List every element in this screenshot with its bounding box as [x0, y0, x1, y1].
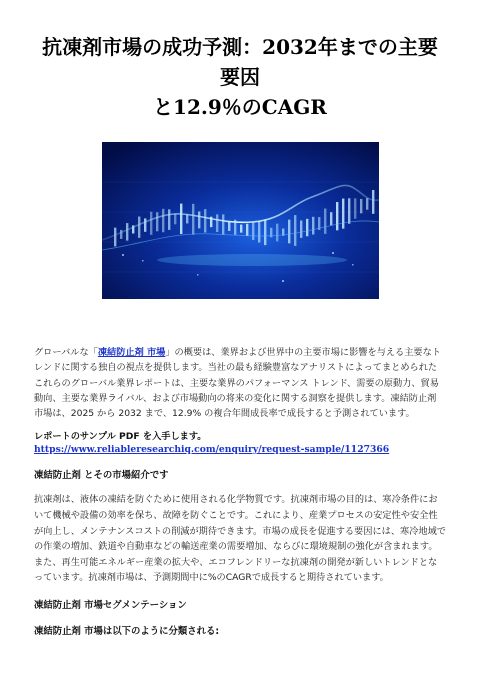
candle-bar: [258, 221, 260, 243]
candle-bar: [174, 214, 176, 225]
candle-bar: [144, 218, 146, 231]
candle-bar: [264, 219, 266, 245]
candle-bar: [162, 209, 164, 232]
candle-bar: [138, 217, 140, 238]
candle-bar: [222, 214, 224, 234]
intro-paragraph: グローバルな「凍結防止剤 市場」の概要は、業界および世界中の主要市場に影響を与える主要なトレンドに関する独自の視点を提供します。当社の最も経験豊富なアナリストによってまとめられたこれらのグローバル業界レポートは、主要な業界のパフォーマンス トレンド、需要の原動力、貿易動向、主要な業界ライバル、および市場動向の将来の変化に関する洞察を提供します。凍結防止剤 市場は、2025 から 2032 まで、12.9% の複合年間成長率で成長すると予測されています。: [34, 347, 441, 420]
candle-bar: [168, 209, 170, 230]
candle-bar: [288, 220, 290, 244]
candle-bar: [198, 211, 200, 228]
candle-bar: [240, 225, 242, 233]
page-title: [34, 0, 446, 122]
candle-bar: [252, 222, 254, 240]
stock-chart-illustration: [102, 142, 379, 299]
candle-bar: [366, 198, 368, 210]
sample-request: [34, 431, 446, 456]
candle-bar: [294, 215, 296, 246]
candle-bar: [180, 204, 182, 234]
candle-bar: [306, 219, 308, 236]
candle-bar: [276, 224, 278, 242]
candle-bar: [156, 212, 158, 231]
candle-bar: [186, 214, 188, 223]
market-link[interactable]: 凍結防止剤 市場: [97, 347, 166, 358]
section-heading-intro: 凍結防止剤 とその市場紹介です: [34, 470, 169, 482]
candle-bar: [300, 220, 302, 237]
sample-label: レポートのサンプル PDF を入手します。: [34, 431, 207, 443]
candle-bar: [216, 214, 218, 232]
sample-url-link[interactable]: https://www.reliableresearchiq.com/enquiry/request-sample/1127366: [34, 443, 390, 455]
candle-bar: [372, 190, 374, 214]
candle-bar: [192, 204, 194, 235]
candle-bar: [342, 199, 344, 229]
candle-bar: [348, 198, 350, 223]
candle-bar: [150, 212, 152, 235]
candle-bar: [354, 198, 356, 218]
candle-bar: [330, 212, 332, 225]
candle-bar: [246, 224, 248, 236]
candle-bar: [336, 202, 338, 230]
candle-bar: [126, 223, 128, 241]
candle-bar: [204, 209, 206, 232]
title-line-1: 抗凍剤市場の成功予測：2032年までの主要要因: [42, 35, 438, 89]
candle-bar: [114, 228, 116, 247]
section-body-intro: 抗凍剤は、液体の凍結を防ぐために使用される化学物質です。抗凍剤市場の目的は、寒冷条件において機械や設備の効率を保ち、故障を防ぐことです。これにより、産業プロセスの安定性や安全性が向上し、メンテナンスコストの削減が期待できます。市場の成長を促進する要因には、寒冷地域での作業の増加、鉄道や自動車などの輸送産業の需要増加、ならびに環境規制の強化が含まれます。また、再生可能エネルギー産業の拡大や、エコフレンドリーな抗凍剤の開発が新しいトレンドとなっています。抗凍剤市場は、予測期間中に%のCAGRで成長すると期待されています。: [34, 494, 446, 584]
candle-bar: [324, 209, 326, 234]
section-heading-classification: 凍結防止剤 市場は以下のように分類される:: [34, 626, 220, 638]
section-heading-segmentation: 凍結防止剤 市場セグメンテーション: [34, 600, 187, 612]
candle-bar: [312, 217, 314, 235]
title-line-2: と12.9％のCAGR: [153, 95, 327, 119]
candle-bar: [360, 199, 362, 213]
